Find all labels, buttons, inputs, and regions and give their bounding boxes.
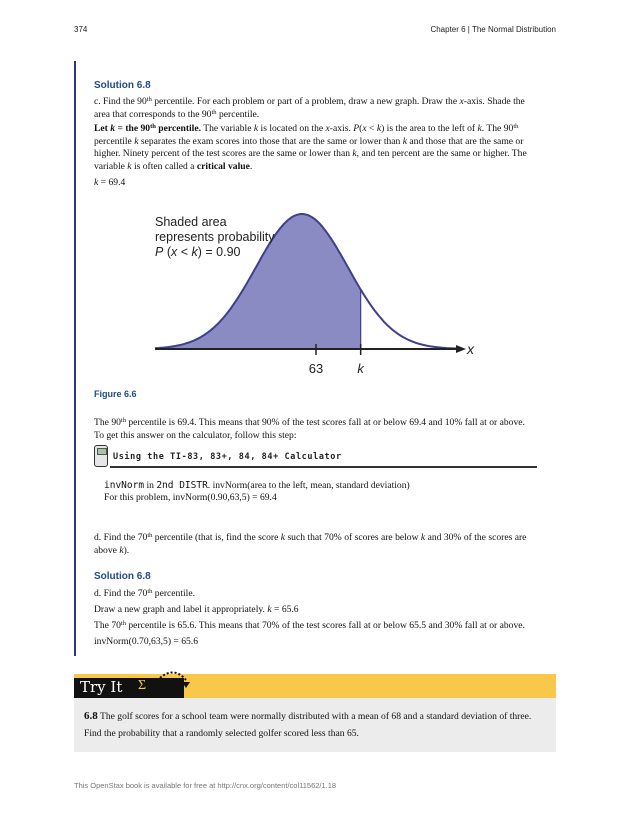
calculator-section-title: Using the TI-83, 83+, 84, 84+ Calculator bbox=[113, 452, 342, 462]
part-d-question: d. Find the 70th percentile (that is, find the score k such that 70% of scores are below k and 30% of the scores are above k). bbox=[94, 532, 527, 556]
calculator-icon bbox=[94, 445, 108, 467]
percentile-explanation: The 90th percentile is 69.4. This means that 90% of the test scores fall at or below 69.4 and 10% fall at or above. To get this answer on the calculator, follow this step: bbox=[94, 417, 525, 441]
try-it-question: 6.8 The golf scores for a school team were normally distributed with a mean of 68 and a standard deviation of three. bbox=[84, 710, 532, 722]
k-tick-label: k bbox=[357, 361, 364, 376]
annotation-line-1: Shaded area bbox=[155, 215, 227, 229]
normal-curve-figure bbox=[140, 200, 490, 380]
try-it-content-box bbox=[74, 698, 556, 752]
solution-d-line-1: d. Find the 70th percentile. bbox=[94, 588, 195, 599]
chapter-title: Chapter 6 | The Normal Distribution bbox=[430, 25, 556, 34]
calculator-divider bbox=[110, 466, 537, 468]
calculator-example: For this problem, invNorm(0.90,63,5) = 69.4 bbox=[104, 492, 277, 503]
page-number: 374 bbox=[74, 25, 88, 34]
mean-tick-label: 63 bbox=[308, 361, 324, 376]
sigma-icon: Σ bbox=[138, 678, 147, 693]
solution-title: Solution 6.8 bbox=[94, 80, 151, 91]
solution-d-line-2: Draw a new graph and label it appropriately. k = 65.6 bbox=[94, 604, 299, 615]
try-it-question-line-2: Find the probability that a randomly selected golfer scored less than 65. bbox=[84, 728, 359, 739]
annotation-line-3: P (x < k) = 0.90 bbox=[155, 245, 241, 259]
try-it-label: Try It bbox=[80, 678, 123, 696]
solution-c-instruction: c. Find the 90th percentile. For each problem or part of a problem, draw a new graph. Draw the x-axis. Shade the area that corresponds to the 90th percentile. bbox=[94, 96, 525, 120]
calculator-command: invNorm in 2nd DISTR. invNorm(area to the left, mean, standard deviation) bbox=[104, 480, 410, 491]
figure-caption: Figure 6.6 bbox=[94, 389, 137, 399]
x-axis-label: x bbox=[467, 341, 474, 357]
x-axis-arrowhead bbox=[456, 345, 466, 353]
annotation-line-2: represents probability bbox=[155, 230, 275, 244]
solution-c-explanation: Let k = the 90th percentile. The variable k is located on the x-axis. P(x < k) is the area to the left of k. The 90th percentile k separates the exam scores into those that are the same or lower than k and those that are the same or higher. Ninety percent of the test scores are the same or lower than k, and ten percent are the same or higher. The variable k is often called a critical value. bbox=[94, 123, 527, 172]
solution-side-rule bbox=[74, 61, 76, 656]
solution-d-title: Solution 6.8 bbox=[94, 571, 151, 582]
solution-d-line-4: invNorm(0.70,63,5) = 65.6 bbox=[94, 636, 199, 647]
k-value: k = 69.4 bbox=[94, 177, 126, 188]
solution-d-line-3: The 70th percentile is 65.6. This means that 70% of the test scores fall at or below 65.5 and 30% fall at or above. bbox=[94, 620, 525, 631]
dotted-arrow-icon bbox=[158, 668, 194, 694]
footer-note: This OpenStax book is available for free at http://cnx.org/content/col11562/1.18 bbox=[74, 781, 337, 790]
